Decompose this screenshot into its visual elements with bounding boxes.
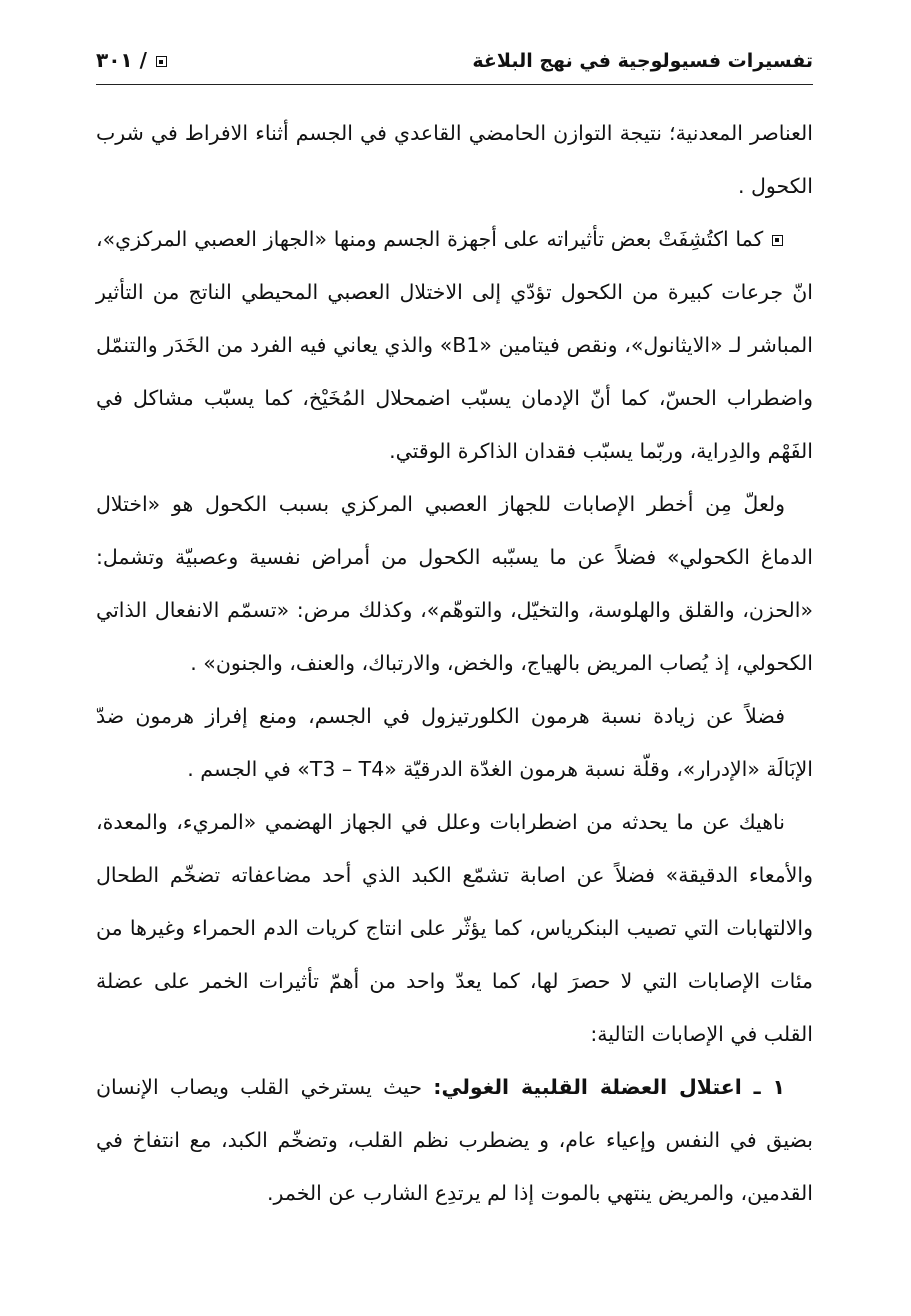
- book-page: [96, 40, 813, 1220]
- paragraph-4: فضلاً عن زيادة نسبة هرمون الكلورتيزول في الجسم، ومنع إفراز هرمون ضدّ الإبَالَة «الإدرار»، وقلّة نسبة هرمون الغدّة الدرقيّة «T3 – T4» في الجسم .: [96, 704, 813, 781]
- square-bullet-icon: [772, 235, 783, 246]
- running-header: [96, 40, 813, 85]
- paragraph-1: العناصر المعدنية؛ نتيجة التوازن الحامضي القاعدي في الجسم أثناء الافراط في شرب الكحول .: [96, 121, 813, 198]
- paragraph-2: [96, 213, 813, 478]
- page-separator: /: [139, 48, 147, 72]
- paragraph-2-text: كما اكتُشِفَتْ بعض تأثيراته على أجهزة الجسم ومنها «الجهاز العصبي المركزي»، انّ جرعات كبيرة من الكحول تؤدّي إلى الاختلال العصبي المحيطي الناتج من التأثير المباشر لـ «الايثانول»، ونقص فيتامين «B1» والذي يعاني فيه الفرد من الخَدَر والتنمّل واضطراب الحسّ، كما أنّ الإدمان يسبّب اضمحلال المُخَيْخ، كما يسبّب مشاكل في الفَهْم والدِراية، وربّما يسبّب فقدان الذاكرة الوقتي.: [96, 227, 813, 463]
- page-number-block: [96, 48, 169, 72]
- square-ornament-icon: [156, 56, 167, 67]
- page-number: ٣٠١: [96, 48, 133, 72]
- body-text: [96, 107, 813, 1220]
- paragraph-6-text: حيث يسترخي القلب ويصاب الإنسان بضيق في النفس وإعياء عام، و يضطرب نظم القلب، وتضخّم الكبد، مع انتفاخ في القدمين، والمريض ينتهي بالموت إذا لم يرتدِع الشارب عن الخمر.: [96, 1075, 813, 1205]
- running-title: تفسيرات فسيولوجية في نهج البلاغة: [472, 50, 813, 72]
- paragraph-5: ناهيك عن ما يحدثه من اضطرابات وعلل في الجهاز الهضمي «المريء، والمعدة، والأمعاء الدقيقة» فضلاً عن اصابة تشمّع الكبد الذي أحد مضاعفاته تضخّم الطحال والالتهابات التي تصيب البنكرياس، كما يؤثّر على انتاج كريات الدم الحمراء وغيرها من مئات الإصابات التي لا حصرَ لها، كما يعدّ واحد من أهمّ تأثيرات الخمر على عضلة القلب في الإصابات التالية:: [96, 810, 813, 1046]
- numbered-term: ١ ـ اعتلال العضلة القلبية الغولي:: [433, 1075, 785, 1099]
- paragraph-6: [96, 1061, 813, 1220]
- paragraph-3: ولعلّ مِن أخطر الإصابات للجهاز العصبي المركزي بسبب الكحول هو «اختلال الدماغ الكحولي» فضلاً عن ما يسبّبه الكحول من أمراض نفسية وعصبيّة وتشمل: «الحزن، والقلق والهلوسة، والتخيّل، والتوهّم»، وكذلك مرض: «تسمّم الانفعال الذاتي الكحولي، إذ يُصاب المريض بالهياج، والخض، والارتباك، والعنف، والجنون» .: [96, 492, 813, 675]
